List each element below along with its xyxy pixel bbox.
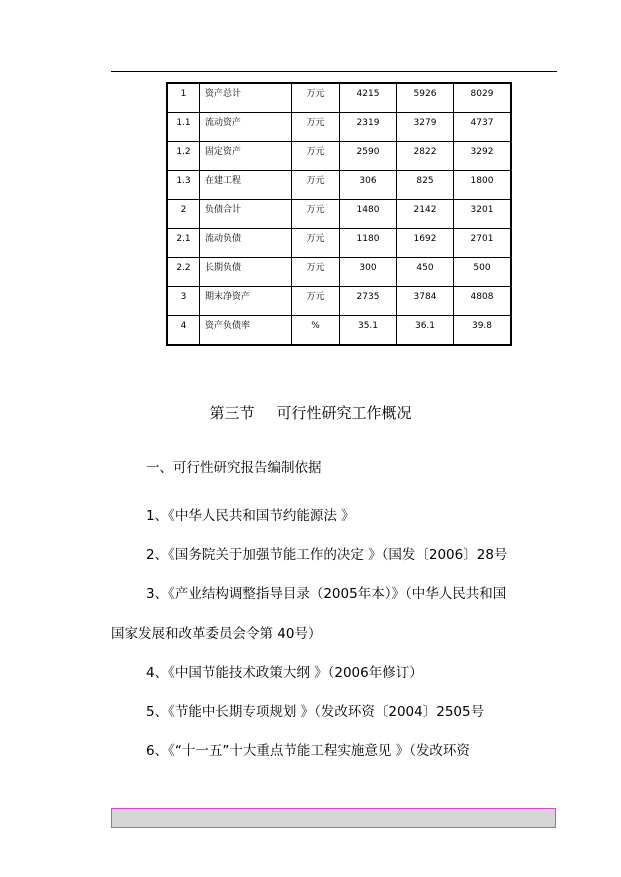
table-cell-unit <box>292 83 340 113</box>
value-year-2: 36.1 <box>414 321 436 331</box>
value-year-1: 2590 <box>356 147 380 157</box>
table-cell-item-name <box>200 83 292 113</box>
table-cell-row-number <box>167 113 200 142</box>
table-cell-item-name <box>200 258 292 287</box>
section-heading: 可行性研究工作概况 <box>276 404 412 422</box>
table-cell-value-year-3 <box>454 171 512 200</box>
table-cell-value-year-3 <box>454 258 512 287</box>
table-row <box>167 287 511 316</box>
table-cell-row-number <box>167 229 200 258</box>
value-year-3: 2701 <box>470 234 494 244</box>
section-title <box>0 402 621 423</box>
item-name: 负债合计 <box>205 205 242 215</box>
value-year-2: 5926 <box>413 89 437 99</box>
unit: 万元 <box>306 89 325 99</box>
table-cell-value-year-2 <box>397 171 454 200</box>
table-cell-value-year-1 <box>340 229 397 258</box>
table-cell-item-name <box>200 113 292 142</box>
item-name: 在建工程 <box>205 176 242 186</box>
table-cell-unit <box>292 142 340 171</box>
table-row <box>167 200 511 229</box>
table-cell-unit <box>292 229 340 258</box>
reference-item-3-continued: 国家发展和改革委员会令第 40号） <box>111 626 322 642</box>
table-cell-item-name <box>200 171 292 200</box>
table-row <box>167 316 511 346</box>
table-cell-row-number <box>167 200 200 229</box>
table-cell-value-year-3 <box>454 229 512 258</box>
table-cell-value-year-3 <box>454 316 512 346</box>
table-cell-unit <box>292 200 340 229</box>
value-year-3: 500 <box>473 263 491 273</box>
value-year-2: 3784 <box>413 292 437 302</box>
value-year-1: 306 <box>359 176 377 186</box>
reference-item-6: 6、《“十一五”十大重点节能工程实施意见 》（发改环资 <box>146 743 470 759</box>
reference-item-3: 3、《产业结构调整指导目录（2005年本）》（中华人民共和国 <box>146 586 507 602</box>
table-cell-value-year-1 <box>340 316 397 346</box>
table-cell-value-year-1 <box>340 142 397 171</box>
row-number: 1.2 <box>176 147 191 157</box>
table-cell-row-number <box>167 171 200 200</box>
table-cell-value-year-1 <box>340 258 397 287</box>
value-year-2: 825 <box>416 176 434 186</box>
table-cell-item-name <box>200 316 292 346</box>
value-year-1: 4215 <box>356 89 380 99</box>
row-number: 3 <box>180 292 187 302</box>
table-cell-value-year-2 <box>397 142 454 171</box>
item-name: 流动资产 <box>205 118 242 128</box>
value-year-2: 450 <box>416 263 434 273</box>
table-cell-value-year-1 <box>340 287 397 316</box>
value-year-2: 1692 <box>413 234 437 244</box>
table-cell-value-year-2 <box>397 316 454 346</box>
table-cell-value-year-2 <box>397 83 454 113</box>
table-cell-row-number <box>167 316 200 346</box>
financial-table <box>166 82 512 346</box>
table-cell-row-number <box>167 258 200 287</box>
table-cell-row-number <box>167 83 200 113</box>
table-row <box>167 258 511 287</box>
item-name: 固定资产 <box>205 147 242 157</box>
item-name: 长期负债 <box>205 263 242 273</box>
table-row <box>167 142 511 171</box>
table-cell-row-number <box>167 287 200 316</box>
value-year-1: 35.1 <box>357 321 379 331</box>
table-cell-item-name <box>200 287 292 316</box>
unit: 万元 <box>306 263 325 273</box>
unit: 万元 <box>306 147 325 157</box>
unit: % <box>311 321 320 331</box>
table-cell-value-year-1 <box>340 200 397 229</box>
reference-item-5: 5、《节能中长期专项规划 》（发改环资〔2004〕2505号 <box>146 704 485 720</box>
row-number: 4 <box>180 321 187 331</box>
item-name: 资产负债率 <box>205 321 251 331</box>
table-cell-value-year-3 <box>454 83 512 113</box>
table-cell-value-year-3 <box>454 142 512 171</box>
value-year-3: 4737 <box>470 118 494 128</box>
row-number: 1.3 <box>176 176 191 186</box>
row-number: 2.1 <box>176 234 191 244</box>
table-cell-unit <box>292 171 340 200</box>
table-cell-value-year-2 <box>397 229 454 258</box>
table-cell-row-number <box>167 142 200 171</box>
header-rule <box>111 71 557 72</box>
table-cell-value-year-2 <box>397 287 454 316</box>
table-row <box>167 171 511 200</box>
value-year-2: 2142 <box>413 205 437 215</box>
table-cell-value-year-1 <box>340 171 397 200</box>
table-cell-unit <box>292 287 340 316</box>
row-number: 2.2 <box>176 263 191 273</box>
footer-bar <box>111 808 556 828</box>
item-name: 资产总计 <box>205 89 242 99</box>
reference-item-1: 1、《中华人民共和国节约能源法 》 <box>146 508 355 524</box>
value-year-1: 1480 <box>356 205 380 215</box>
value-year-1: 2735 <box>356 292 380 302</box>
table-row <box>167 229 511 258</box>
value-year-3: 3292 <box>470 147 494 157</box>
value-year-1: 2319 <box>356 118 380 128</box>
table-row <box>167 113 511 142</box>
value-year-3: 8029 <box>470 89 494 99</box>
row-number: 1 <box>180 89 187 99</box>
table-cell-value-year-3 <box>454 200 512 229</box>
table-cell-item-name <box>200 200 292 229</box>
subsection-heading: 一、可行性研究报告编制依据 <box>146 460 322 476</box>
table-cell-value-year-2 <box>397 200 454 229</box>
table-cell-unit <box>292 113 340 142</box>
row-number: 1.1 <box>176 118 191 128</box>
item-name: 期末净资产 <box>205 292 251 302</box>
value-year-3: 1800 <box>470 176 494 186</box>
table-cell-item-name <box>200 142 292 171</box>
value-year-3: 39.8 <box>471 321 493 331</box>
table-cell-unit <box>292 316 340 346</box>
table-cell-unit <box>292 258 340 287</box>
unit: 万元 <box>306 205 325 215</box>
item-name: 流动负债 <box>205 234 242 244</box>
value-year-1: 300 <box>359 263 377 273</box>
reference-item-2: 2、《国务院关于加强节能工作的决定 》（国发〔2006〕28号 <box>146 547 508 563</box>
value-year-3: 3201 <box>470 205 494 215</box>
table-cell-value-year-1 <box>340 83 397 113</box>
value-year-2: 2822 <box>413 147 437 157</box>
unit: 万元 <box>306 118 325 128</box>
unit: 万元 <box>306 234 325 244</box>
table-cell-value-year-1 <box>340 113 397 142</box>
row-number: 2 <box>180 205 187 215</box>
value-year-1: 1180 <box>356 234 380 244</box>
unit: 万元 <box>306 176 325 186</box>
table-cell-item-name <box>200 229 292 258</box>
reference-item-4: 4、《中国节能技术政策大纲 》（2006年修订） <box>146 665 423 681</box>
section-number: 第三节 <box>209 404 255 422</box>
unit: 万元 <box>306 292 325 302</box>
value-year-2: 3279 <box>413 118 437 128</box>
table-cell-value-year-3 <box>454 113 512 142</box>
table-cell-value-year-3 <box>454 287 512 316</box>
table-row <box>167 83 511 113</box>
table-cell-value-year-2 <box>397 113 454 142</box>
table-cell-value-year-2 <box>397 258 454 287</box>
value-year-3: 4808 <box>470 292 494 302</box>
